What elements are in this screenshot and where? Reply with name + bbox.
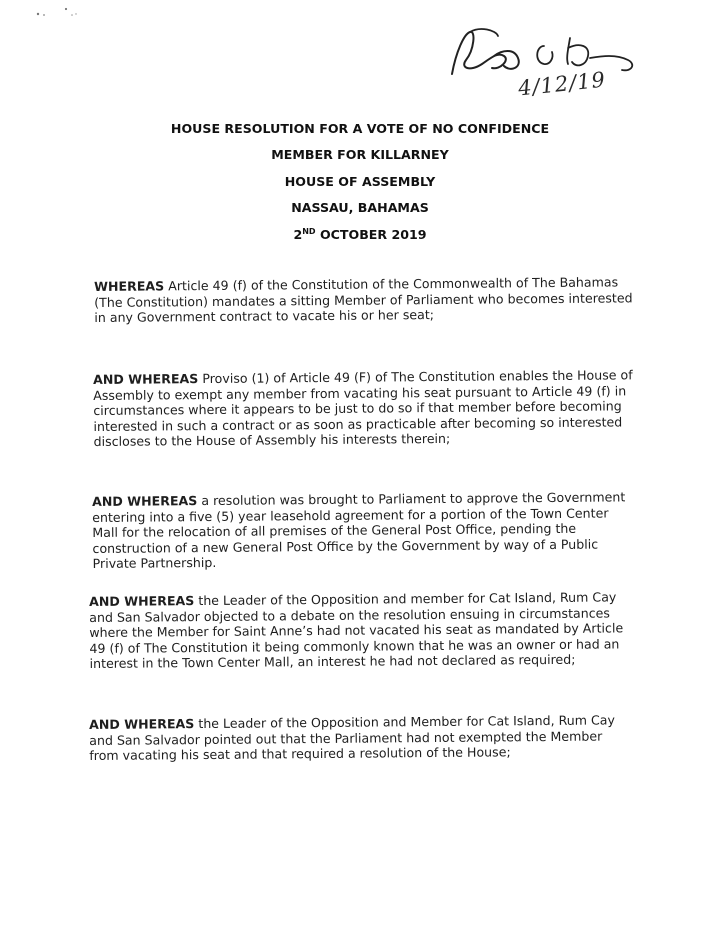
clause-5 (89, 712, 629, 763)
clause-1 (94, 274, 634, 325)
clause-text: Article 49 (f) of the Constitution of the Commonwealth of The Bahamas (The Constitution) mandates a sitting Member of Parliament who becomes interested in any Government contract to vacate his or her seat; (94, 274, 633, 325)
location-heading: NASSAU, BAHAMAS (291, 200, 429, 215)
date-heading (0, 227, 720, 242)
clause-lead: AND WHEREAS (92, 493, 198, 509)
clause-lead: AND WHEREAS (93, 371, 199, 387)
handwritten-signature-icon (440, 12, 660, 122)
clause-text: a resolution was brought to Parliament to approve the Government entering into a five (5) year leasehold agreement for a portion of the Town Center Mall for the relocation of all premises of the General Post Office, pending the construction of a new General Post Office by the Government by way of a Public Private Partnership. (92, 489, 626, 571)
clause-2 (93, 367, 634, 449)
clause-text: the Leader of the Opposition and member for Cat Island, Rum Cay and San Salvador objected to a debate on the resolution ensuing in circumstances where the Member for Saint Anne’s had not vacated his seat as mandated by Article 49 (f) of The Constitution it being commonly known that he was an owner or had an interest in the Town Center Mall, an interest he had not declared as required; (89, 589, 624, 671)
clause-lead: AND WHEREAS (89, 716, 195, 732)
member-heading: MEMBER FOR KILLARNEY (271, 147, 449, 162)
date-day: 2 (293, 227, 303, 242)
clause-4 (89, 589, 630, 671)
clause-lead: AND WHEREAS (89, 593, 195, 609)
clause-text: Proviso (1) of Article 49 (F) of The Constitution enables the House of Assembly to exempt any member from vacating his seat pursuant to Article 49 (f) in circumstances where it appears to be just to do so if that member before becoming interested in such a contract or as soon as practicable after becoming so interested discloses to the House of Assembly his interests therein; (93, 367, 633, 449)
date-suffix: ND (302, 227, 316, 236)
clause-text: the Leader of the Opposition and Member for Cat Island, Rum Cay and San Salvador pointed out that the Parliament had not exempted the Member from vacating his seat and that required a resolution of the House; (89, 712, 616, 763)
clause-3 (92, 489, 633, 571)
resolution-title: HOUSE RESOLUTION FOR A VOTE OF NO CONFIDENCE (170, 121, 550, 136)
signature-date: 4/12/19 (516, 67, 607, 101)
assembly-heading: HOUSE OF ASSEMBLY (284, 174, 436, 189)
scan-specks (0, 0, 120, 30)
clause-lead: WHEREAS (94, 278, 165, 294)
date-rest: OCTOBER 2019 (315, 227, 427, 242)
